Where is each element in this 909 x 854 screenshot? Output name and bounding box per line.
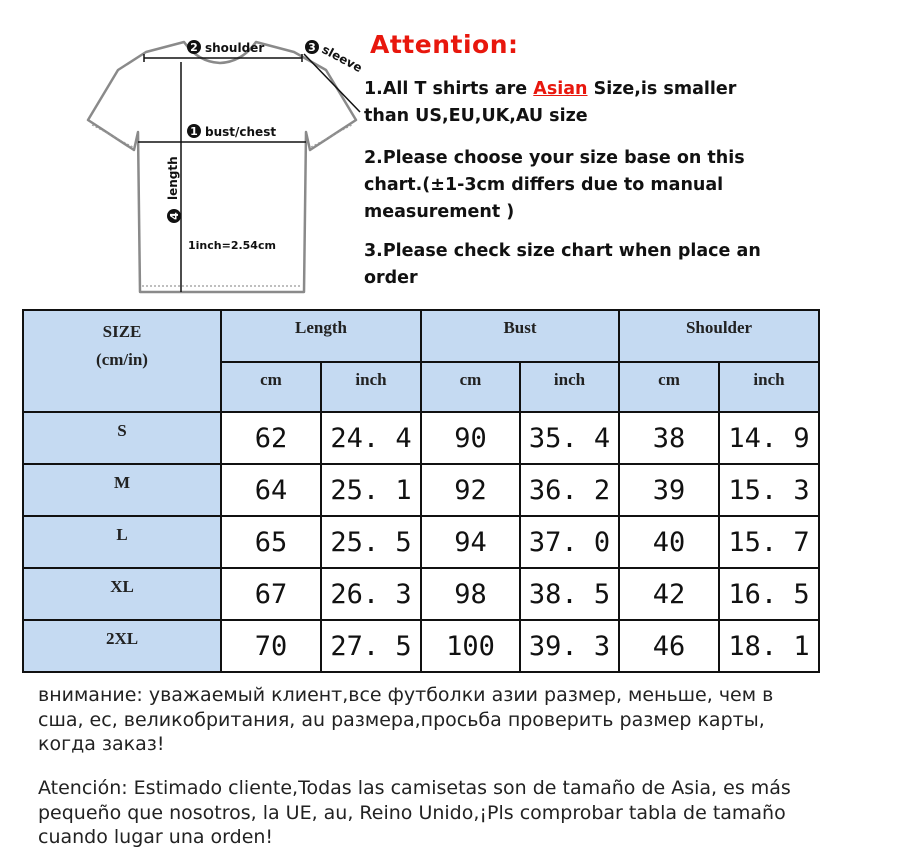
bust-header: Bust — [421, 310, 619, 362]
attention-title: Attention: — [370, 30, 519, 59]
value-cell: 15. 3 — [719, 464, 819, 516]
shoulder-header: Shoulder — [619, 310, 819, 362]
value-cell: 38. 5 — [520, 568, 619, 620]
value-cell: 90 — [421, 412, 520, 464]
length-header: Length — [221, 310, 421, 362]
value-cell: 46 — [619, 620, 719, 672]
value-cell: 100 — [421, 620, 520, 672]
size-header: SIZE (cm/in) — [23, 310, 221, 412]
shoulder-label: shoulder — [205, 41, 265, 55]
unit-header: cm — [221, 362, 321, 412]
value-cell: 38 — [619, 412, 719, 464]
note-check-chart: 3.Please check size chart when place an order — [364, 241, 761, 288]
size-label-cell: L — [23, 516, 221, 568]
value-cell: 15. 7 — [719, 516, 819, 568]
value-cell: 94 — [421, 516, 520, 568]
note-choose-size: 2.Please choose your size base on this chart.(±1-3cm differs due to manual measurement ) — [364, 148, 745, 222]
value-cell: 25. 5 — [321, 516, 421, 568]
svg-text:4: 4 — [168, 212, 181, 220]
t-shirt-outline-icon — [88, 42, 356, 292]
unit-header: inch — [719, 362, 819, 412]
value-cell: 14. 9 — [719, 412, 819, 464]
russian-notice: внимание: уважаемый клиент,все футболки азии размер, меньше, чем в сша, ес, великобритания, au размера,просьба проверить размер карты, когда заказ! — [38, 684, 774, 755]
value-cell: 25. 1 — [321, 464, 421, 516]
length-label: length — [166, 156, 180, 200]
table-row — [23, 464, 819, 516]
unit-header: inch — [321, 362, 421, 412]
size-chart-table — [22, 309, 820, 673]
value-cell: 18. 1 — [719, 620, 819, 672]
bust-label: bust/chest — [205, 125, 277, 139]
value-cell: 16. 5 — [719, 568, 819, 620]
value-cell: 35. 4 — [520, 412, 619, 464]
note-asian-size: 1.All T shirts are Asian Size,is smaller than US,EU,UK,AU size — [364, 79, 737, 126]
size-label-cell: M — [23, 464, 221, 516]
value-cell: 92 — [421, 464, 520, 516]
value-cell: 64 — [221, 464, 321, 516]
table-row — [23, 568, 819, 620]
value-cell: 67 — [221, 568, 321, 620]
value-cell: 40 — [619, 516, 719, 568]
spanish-notice: Atención: Estimado cliente,Todas las camisetas son de tamaño de Asia, es más pequeño que nosotros, la UE, au, Reino Unido,¡Pls comprobar tabla de tamaño cuando lugar una orden! — [38, 777, 791, 848]
size-label-cell: 2XL — [23, 620, 221, 672]
value-cell: 70 — [221, 620, 321, 672]
svg-text:2: 2 — [190, 41, 198, 54]
inch-conversion-note: 1inch=2.54cm — [188, 239, 276, 252]
value-cell: 65 — [221, 516, 321, 568]
table-row — [23, 620, 819, 672]
unit-header: cm — [421, 362, 520, 412]
value-cell: 39 — [619, 464, 719, 516]
sleeve-label: sleeve — [319, 42, 365, 76]
value-cell: 62 — [221, 412, 321, 464]
unit-header: cm — [619, 362, 719, 412]
table-row — [23, 516, 819, 568]
value-cell: 26. 3 — [321, 568, 421, 620]
value-cell: 98 — [421, 568, 520, 620]
value-cell: 36. 2 — [520, 464, 619, 516]
size-label-cell: S — [23, 412, 221, 464]
table-row — [23, 412, 819, 464]
size-label-cell: XL — [23, 568, 221, 620]
svg-text:3: 3 — [308, 41, 316, 54]
value-cell: 39. 3 — [520, 620, 619, 672]
t-shirt-diagram — [78, 30, 378, 305]
value-cell: 42 — [619, 568, 719, 620]
asian-highlight: Asian — [533, 79, 588, 99]
unit-header: inch — [520, 362, 619, 412]
svg-text:1: 1 — [190, 125, 198, 138]
value-cell: 27. 5 — [321, 620, 421, 672]
value-cell: 24. 4 — [321, 412, 421, 464]
value-cell: 37. 0 — [520, 516, 619, 568]
